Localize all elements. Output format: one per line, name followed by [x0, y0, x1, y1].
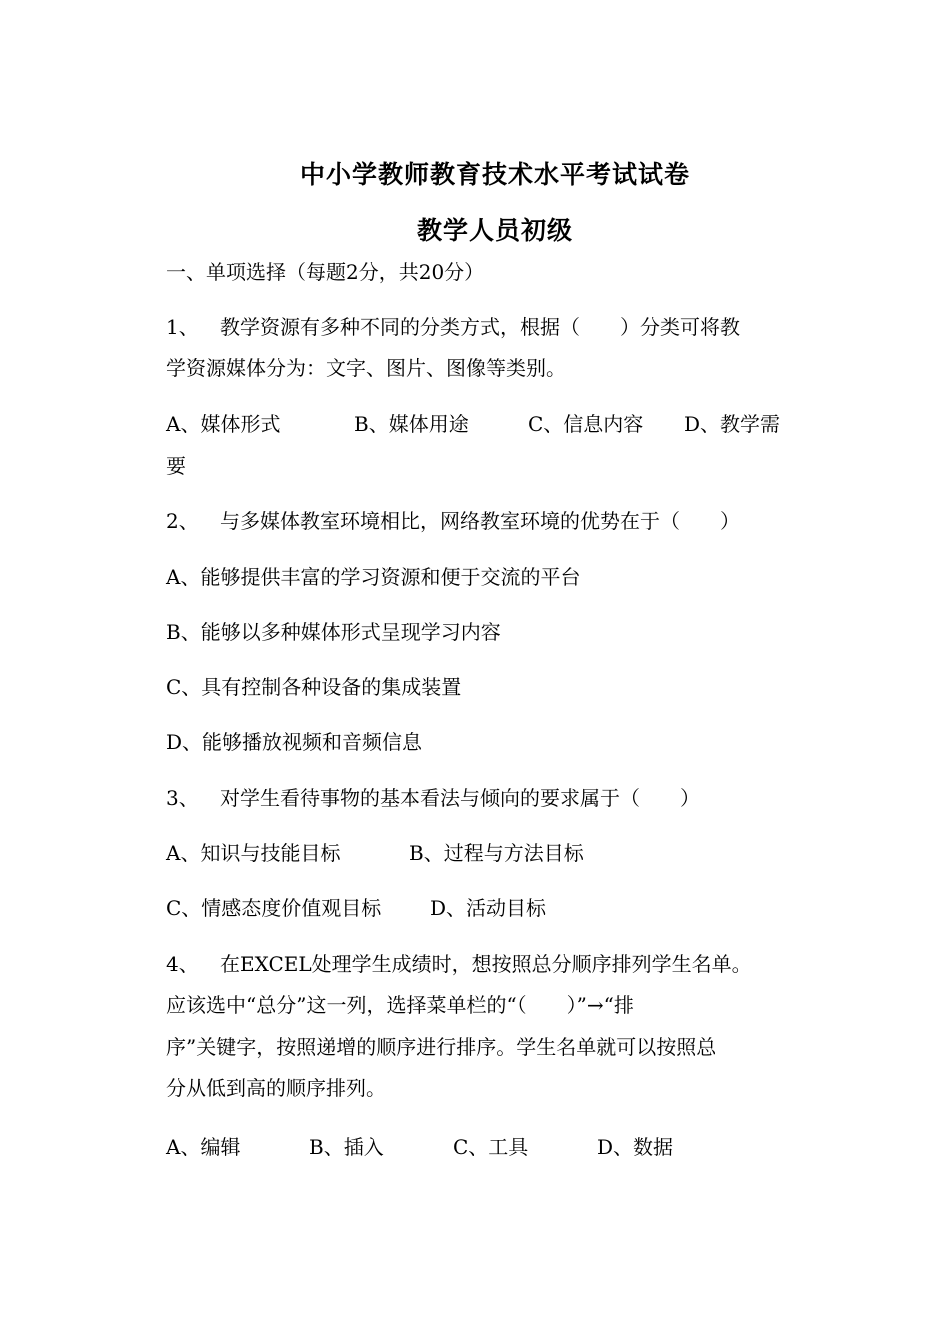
- question-text: 与多媒体教室环境相比，网络教室环境的优势在于（ ）: [220, 509, 740, 533]
- option-a: A、媒体形式: [166, 412, 281, 436]
- option-d: D、教学需: [684, 412, 781, 436]
- option-d: D、数据: [597, 1135, 674, 1159]
- question-2-option-c: C、具有控制各种设备的集成装置: [166, 675, 462, 699]
- question-number: 4、: [166, 952, 199, 976]
- option-b: B、媒体用途: [354, 412, 469, 436]
- option-b: B、过程与方法目标: [409, 841, 584, 865]
- question-number: 3、: [166, 786, 199, 810]
- question-2-option-d: D、能够播放视频和音频信息: [166, 730, 423, 754]
- question-text: 在EXCEL处理学生成绩时，想按照总分顺序排列学生名单。: [220, 952, 752, 976]
- option-b: B、插入: [309, 1135, 384, 1159]
- question-1-line-1: [166, 313, 740, 341]
- question-2-option-a: A、能够提供丰富的学习资源和便于交流的平台: [166, 565, 581, 589]
- option-d: D、活动目标: [430, 896, 547, 920]
- question-1-line-2: 学资源媒体分为：文字、图片、图像等类别。: [166, 356, 566, 380]
- exam-subtitle: 教学人员初级: [416, 216, 573, 245]
- question-3-line-1: [166, 784, 700, 812]
- question-1-options-wrap: 要: [166, 454, 186, 478]
- option-a: A、编辑: [166, 1135, 241, 1159]
- option-a: A、知识与技能目标: [166, 841, 341, 865]
- exam-title: 中小学教师教育技术水平考试试卷: [299, 160, 690, 189]
- question-4-line-1: [166, 950, 752, 978]
- question-text: 对学生看待事物的基本看法与倾向的要求属于（ ）: [220, 786, 700, 810]
- question-3-options-2: [166, 894, 546, 922]
- option-c: C、工具: [453, 1135, 529, 1159]
- question-2-line-1: [166, 507, 740, 535]
- question-4-line-4: 分从低到高的顺序排列。: [166, 1076, 386, 1100]
- question-number: 1、: [166, 315, 199, 339]
- option-c: C、情感态度价值观目标: [166, 896, 382, 920]
- option-c: C、信息内容: [528, 412, 644, 436]
- question-4-options: [166, 1133, 673, 1161]
- question-1-options: [166, 410, 780, 438]
- question-text: 教学资源有多种不同的分类方式，根据（ ）分类可将教: [220, 315, 740, 339]
- question-3-options-1: [166, 839, 584, 867]
- question-number: 2、: [166, 509, 199, 533]
- question-2-option-b: B、能够以多种媒体形式呈现学习内容: [166, 620, 501, 644]
- question-4-line-2: 应该选中“总分”这一列，选择菜单栏的“（ ）”→“排: [166, 993, 634, 1017]
- question-4-line-3: 序”关键字，按照递增的顺序进行排序。学生名单就可以按照总: [166, 1035, 717, 1059]
- section-heading: 一、单项选择（每题2分，共20分）: [166, 260, 485, 284]
